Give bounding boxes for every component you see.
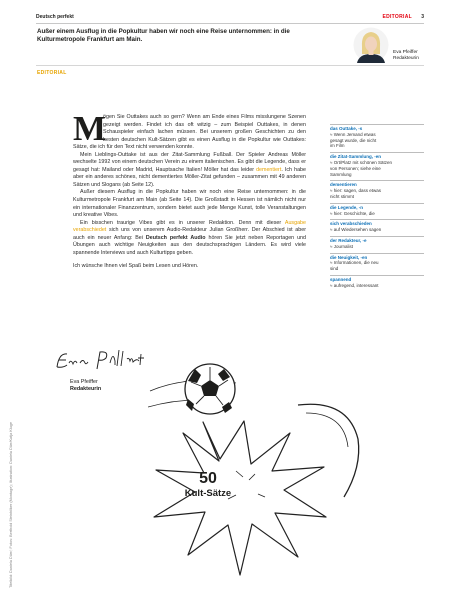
glossary-term: die Neuigkeit, -en [330,254,368,260]
glossary-term: spannend [330,276,352,282]
burst-number: 50 [199,470,217,487]
glossary-term: dementieren [330,182,357,188]
glossary-definition: ≈ hier: Geschichte, die [330,210,375,216]
glossary-definition: von Personen; siehe eine [330,165,381,171]
glossary-entry [330,181,424,202]
header-divider [36,23,424,24]
burst-label [148,470,268,499]
section-tag: EDITORIAL [37,70,67,76]
intro-divider [36,65,424,66]
football-icon [185,364,235,414]
glossary-term: die Zitat-Sammlung, -en [330,154,382,160]
header-section-label: EDITORIAL [382,14,412,20]
paragraph-4 [73,220,306,258]
burst-title: Kult-Sätze [184,488,232,499]
glossary-definition: ≈ Informationen, die neu [330,260,379,266]
paragraph-3: Außer diesem Ausflug in die Popkultur haben wir noch eine Reise unternommen: in die Kulturmetropole Frankfurt am Main (ab Seite 14). Die Großstadt in Hessen ist nämlich nicht nur ein internationaler Finanzzentrum, sondern bietet auch jede Menge Kunst, tolle Veranstaltungen und kreative Vibes. [73,189,306,219]
glossary-definition: ≈ Wenn Jemand etwas [330,131,376,137]
glossary-term: die Legende, -n [330,204,364,210]
glossary-definition: gesagt wurde, die nicht [330,137,377,143]
glossary-definition: ≈ Journalist [330,243,353,249]
drop-cap: M [73,109,107,148]
glossary-definition: ≈ Ort/Platz mit schönen Sätzen [330,159,392,165]
glossary-entry [330,220,424,236]
portrait-role: Redakteurin [393,56,419,61]
paragraph-2 [73,152,306,190]
portrait-name: Eva Pfeiffer [393,50,418,55]
portrait-caption [393,50,419,62]
glossary-entry [330,276,424,292]
glossary-definition: ≈ aufregend, interessant [330,282,379,288]
glossary-entry [330,153,424,180]
editorial-body [73,109,306,271]
glossary-term: der Redakteur, -e [330,237,367,243]
paragraph-4-text-c: hören Sie jetzt neben Reportagen und Übungen auch wichtige Neuigkeiten aus den deutschsprachigen Ländern. Es wird viele spannende Interviews und auch Kulturtipps geben. [73,234,306,256]
paragraph-1-text: ögen Sie Outtakes auch so gern? Wenn am Ende eines Films misslungene Szenen gezeigt werden. Findet ich das oft witzig – zum Beispiel Outtakes, in denen Schauspieler einfach lachen müssen. Bei unserem großen Geschichten zu den besten deutschen Kult-Sätzen gibt es einen Ausflug in die Popkultur wie Outtakes: Sätze, die ich für den Text nicht verwenden konnte. [73,114,306,151]
glossary-sidebar [330,124,424,292]
glossary-entry [330,237,424,253]
glossary-term: sich verabschieden [330,221,372,227]
glossary-entry [330,254,424,275]
paragraph-4-text-a: Ein bisschen traurige Vibes gibt es in unserer Redaktion. Denn mit dieser [80,219,285,226]
paragraph-2-text-a: Mein Lieblings-Outtake ist aus der Zitat-Sammlung Fußball. Der Spieler Andreas Möller wechselte 1992 von einem deutschen Verein zu einem italienischen. Es gibt die Legende, dass er gesagt hat: Mailand oder Madrid, Hauptsache Italien! Möller hat das leider [73,151,306,173]
glossary-definition: Sammlung [330,171,352,177]
paragraph-1 [73,109,306,152]
intro-text: Außer einem Ausflug in die Popkultur haben wir noch eine Reise unternommen: in die Kulturmetropole Frankfurt am Main. [37,28,290,44]
page-number: 3 [421,14,424,20]
football-burst-illustration [148,347,363,579]
glossary-word-verabschiedet: Ausgabe verabschiedet [73,219,306,234]
handwritten-signature [53,347,158,373]
glossary-entry [330,204,424,220]
author-name: Eva Pfeiffer [70,379,98,385]
photo-credit: Titelbild: Daniela Dürr/; Fotos: Berthold Steinhilber (Montage); Illustration: Daniela Dürr/Katja Kluge [9,422,13,588]
paragraph-4-text-b: sich uns von unserem Audio-Redakteur Julian Großherr. Der Abschied ist aber auch ein neuer Anfang: Bei [73,227,306,241]
paragraph-2-text-b: . Ich habe aber ein anderes schönes, nicht dementiertes Möller-Zitat gefunden – zusammen mit 49 anderen Sätzen und Slogans (ab Seite 12). [73,166,306,188]
glossary-definition: ≈ auf Wiedersehen sagen [330,227,382,233]
glossary-term: das Outtake, -s [330,126,363,131]
closing-line: Ich wünsche Ihnen viel Spaß beim Lesen und Hören. [73,263,199,270]
audio-product-name: Deutsch perfekt Audio [145,234,206,241]
signature-block [70,379,101,394]
glossary-entry [330,125,424,152]
glossary-definition: nicht stimmt [330,193,355,199]
magazine-brand: Deutsch perfekt [36,14,74,20]
glossary-definition: ≈ hier: sagen, dass etwas [330,188,381,194]
author-portrait [353,27,389,63]
glossary-definition: sind [330,266,339,272]
glossary-word-dementiert: dementiert [256,166,282,173]
author-role: Redakteurin [70,386,102,393]
glossary-definition: im Film [330,143,345,149]
